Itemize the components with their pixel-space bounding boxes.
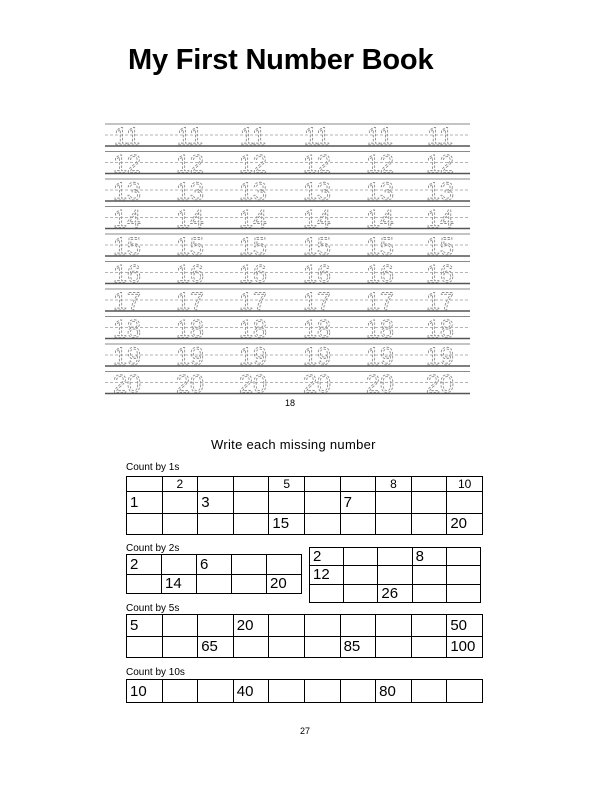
trace-number: 15 xyxy=(176,233,204,261)
blank-cell xyxy=(376,513,412,535)
trace-number: 14 xyxy=(303,205,331,234)
number-cell: 100 xyxy=(447,636,483,658)
trace-number: 12 xyxy=(303,150,331,179)
number-cell: 6 xyxy=(197,555,232,575)
grid-row xyxy=(127,555,302,575)
blank-cell xyxy=(233,477,269,492)
trace-number: 13 xyxy=(239,178,267,206)
blank-cell xyxy=(344,566,378,584)
trace-number: 19 xyxy=(113,343,141,371)
blank-cell xyxy=(162,680,198,703)
blank-cell xyxy=(198,615,234,637)
blank-cell xyxy=(198,477,234,492)
number-cell: 10 xyxy=(127,680,163,703)
tracing-row xyxy=(105,151,470,179)
blank-cell xyxy=(376,492,412,514)
grid-row xyxy=(127,477,483,492)
tracing-row xyxy=(105,343,470,371)
tracing-row xyxy=(105,316,470,344)
trace-number: 12 xyxy=(366,150,394,179)
trace-number: 17 xyxy=(426,288,454,316)
trace-number: 16 xyxy=(239,260,267,289)
grid-row xyxy=(310,566,481,584)
blank-cell xyxy=(340,477,376,492)
trace-number: 18 xyxy=(176,315,204,344)
trace-number: 15 xyxy=(366,233,394,261)
tracing-row xyxy=(105,261,470,289)
blank-cell xyxy=(447,680,483,703)
blank-cell xyxy=(233,513,269,535)
trace-number: 17 xyxy=(366,288,394,316)
trace-number: 11 xyxy=(240,123,266,151)
tracing-row xyxy=(105,178,470,206)
trace-number: 12 xyxy=(113,150,141,179)
number-cell: 26 xyxy=(378,584,412,602)
blank-cell xyxy=(197,574,232,594)
trace-number: 20 xyxy=(426,370,454,399)
number-cell: 80 xyxy=(376,680,412,703)
trace-number: 16 xyxy=(303,260,331,289)
blank-cell xyxy=(304,492,340,514)
blank-cell xyxy=(378,566,412,584)
count-by-1s-top-row xyxy=(126,476,483,492)
blank-cell xyxy=(411,615,447,637)
blank-cell xyxy=(127,636,163,658)
blank-cell xyxy=(344,548,378,566)
trace-number: 19 xyxy=(176,343,204,371)
trace-number: 13 xyxy=(113,178,141,206)
grid-row xyxy=(310,584,481,602)
trace-number: 16 xyxy=(366,260,394,289)
grid-row xyxy=(127,680,483,703)
blank-cell xyxy=(269,680,305,703)
number-cell: 5 xyxy=(269,477,305,492)
blank-cell xyxy=(376,615,412,637)
blank-cell xyxy=(412,584,446,602)
count-by-1s-grid xyxy=(126,491,483,535)
number-cell: 8 xyxy=(412,548,446,566)
blank-cell xyxy=(162,636,198,658)
grid-row xyxy=(127,636,483,658)
blank-cell xyxy=(304,477,340,492)
trace-number: 20 xyxy=(176,370,204,399)
blank-cell xyxy=(411,477,447,492)
trace-number: 19 xyxy=(303,343,331,371)
count-by-5s-grid xyxy=(126,614,483,658)
number-cell: 14 xyxy=(162,574,197,594)
blank-cell xyxy=(162,492,198,514)
blank-cell xyxy=(304,680,340,703)
blank-cell xyxy=(233,636,269,658)
trace-number: 16 xyxy=(426,260,454,289)
blank-cell xyxy=(412,566,446,584)
trace-number: 11 xyxy=(177,123,203,151)
trace-number: 17 xyxy=(113,288,141,316)
blank-cell xyxy=(447,492,483,514)
number-cell: 20 xyxy=(267,574,302,594)
number-cell: 85 xyxy=(340,636,376,658)
blank-cell xyxy=(344,584,378,602)
page-title: My First Number Book xyxy=(128,44,434,76)
blank-cell xyxy=(446,566,480,584)
trace-number: 18 xyxy=(366,315,394,344)
trace-number: 18 xyxy=(426,315,454,344)
trace-number: 14 xyxy=(176,205,204,234)
blank-cell xyxy=(162,555,197,575)
trace-number: 19 xyxy=(366,343,394,371)
blank-cell xyxy=(267,555,302,575)
blank-cell xyxy=(269,615,305,637)
blank-cell xyxy=(232,574,267,594)
blank-cell xyxy=(304,636,340,658)
number-cell: 2 xyxy=(310,548,344,566)
number-cell: 12 xyxy=(310,566,344,584)
blank-cell xyxy=(411,513,447,535)
trace-number: 14 xyxy=(366,205,394,234)
trace-number: 15 xyxy=(303,233,331,261)
trace-number: 13 xyxy=(176,178,204,206)
count-by-2s-right-grid xyxy=(309,547,481,603)
trace-number: 12 xyxy=(426,150,454,179)
trace-number: 17 xyxy=(303,288,331,316)
trace-number: 11 xyxy=(367,123,393,151)
trace-number: 13 xyxy=(426,178,454,206)
number-cell: 15 xyxy=(269,513,305,535)
number-cell: 7 xyxy=(340,492,376,514)
trace-number: 13 xyxy=(303,178,331,206)
tracing-row xyxy=(105,371,470,399)
instruction-heading: Write each missing number xyxy=(211,437,376,452)
blank-cell xyxy=(340,615,376,637)
trace-number: 20 xyxy=(303,370,331,399)
blank-cell xyxy=(376,636,412,658)
trace-number: 15 xyxy=(239,233,267,261)
blank-cell xyxy=(233,492,269,514)
blank-cell xyxy=(198,680,234,703)
trace-number: 16 xyxy=(176,260,204,289)
count-by-10s-label: Count by 10s xyxy=(126,667,185,678)
blank-cell xyxy=(304,615,340,637)
blank-cell xyxy=(411,492,447,514)
trace-number: 14 xyxy=(426,205,454,234)
trace-number: 14 xyxy=(113,205,141,234)
number-cell: 2 xyxy=(162,477,198,492)
trace-number: 11 xyxy=(304,123,330,151)
blank-cell xyxy=(310,584,344,602)
blank-cell xyxy=(340,680,376,703)
trace-number: 19 xyxy=(239,343,267,371)
tracing-row xyxy=(105,206,470,234)
number-cell: 20 xyxy=(447,513,483,535)
number-cell: 2 xyxy=(127,555,162,575)
trace-number: 15 xyxy=(113,233,141,261)
trace-number: 15 xyxy=(426,233,454,261)
blank-cell xyxy=(340,513,376,535)
grid-row xyxy=(310,548,481,566)
number-cell: 1 xyxy=(127,492,163,514)
trace-number: 20 xyxy=(366,370,394,399)
blank-cell xyxy=(269,636,305,658)
trace-number: 18 xyxy=(303,315,331,344)
number-cell: 10 xyxy=(447,477,483,492)
grid-row xyxy=(127,574,302,594)
trace-number: 20 xyxy=(113,370,141,399)
tracing-row xyxy=(105,233,470,261)
tracing-row xyxy=(105,288,470,316)
blank-cell xyxy=(378,548,412,566)
number-cell: 65 xyxy=(198,636,234,658)
blank-cell xyxy=(446,584,480,602)
blank-cell xyxy=(446,548,480,566)
trace-number: 11 xyxy=(427,123,453,151)
trace-number: 19 xyxy=(426,343,454,371)
blank-cell xyxy=(127,513,163,535)
page-number-bottom: 27 xyxy=(300,726,311,736)
number-cell: 8 xyxy=(376,477,412,492)
count-by-1s-label: Count by 1s xyxy=(126,462,180,473)
trace-number: 16 xyxy=(113,260,141,289)
trace-number: 18 xyxy=(113,315,141,344)
grid-row xyxy=(127,492,483,514)
blank-cell xyxy=(127,477,163,492)
number-cell: 50 xyxy=(447,615,483,637)
trace-number: 11 xyxy=(114,123,140,151)
page-number-top: 18 xyxy=(285,398,296,408)
blank-cell xyxy=(232,555,267,575)
blank-cell xyxy=(198,513,234,535)
trace-number: 12 xyxy=(239,150,267,179)
number-cell: 3 xyxy=(198,492,234,514)
trace-number: 20 xyxy=(239,370,267,399)
count-by-2s-label: Count by 2s xyxy=(126,543,180,554)
count-by-5s-label: Count by 5s xyxy=(126,603,180,614)
trace-number: 18 xyxy=(239,315,267,344)
number-cell: 40 xyxy=(233,680,269,703)
trace-number: 17 xyxy=(239,288,267,316)
tracing-row xyxy=(105,123,470,151)
trace-number: 13 xyxy=(366,178,394,206)
blank-cell xyxy=(162,615,198,637)
count-by-2s-left-grid xyxy=(126,554,302,594)
count-by-10s-grid xyxy=(126,679,483,703)
trace-number: 12 xyxy=(176,150,204,179)
blank-cell xyxy=(304,513,340,535)
blank-cell xyxy=(162,513,198,535)
grid-row xyxy=(127,615,483,637)
number-cell: 5 xyxy=(127,615,163,637)
blank-cell xyxy=(411,636,447,658)
grid-row xyxy=(127,513,483,535)
trace-number: 14 xyxy=(239,205,267,234)
blank-cell xyxy=(127,574,162,594)
trace-number: 17 xyxy=(176,288,204,316)
number-cell: 20 xyxy=(233,615,269,637)
blank-cell xyxy=(411,680,447,703)
blank-cell xyxy=(269,492,305,514)
